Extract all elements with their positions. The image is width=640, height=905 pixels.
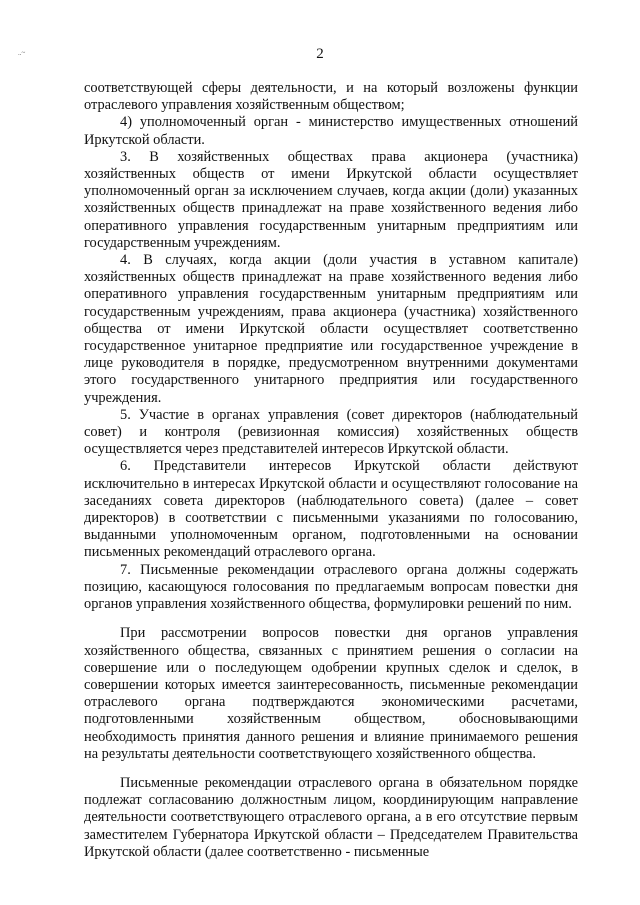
paragraph-7-part-2: При рассмотрении вопросов повестки дня органов управления хозяйственного общества, связанных с принятием решения о согласии на совершение или о последующем одобрении крупных сделок и сделок, в совершении которых имеется заинтересованность, письменные рекомендации отраслевого органа подтверждаются экономическими расчетами, подготовленными хозяйственным обществом, обосновывающими необходимость принятия данного решения и влияние принимаемого решения на результаты деятельности соответствующего хозяйственного общества. xyxy=(84,625,578,762)
paragraph-7: 7. Письменные рекомендации отраслевого органа должны содержать позицию, касающуюся голосования по предлагаемым вопросам повестки дня органов управления хозяйственного общества, формулировки решений по ним. xyxy=(84,561,578,613)
paragraph-3: 3. В хозяйственных обществах права акционера (участника) хозяйственных обществ от имени Иркутской области осуществляет уполномоченный орган за исключением случаев, когда акции (доли) указанных хозяйственных обществ принадлежат на праве хозяйственного ведения либо оперативного управления государственным унитарным предприятиям или государственным учреждениям. xyxy=(84,148,578,251)
paragraph-5: 5. Участие в органах управления (совет директоров (наблюдательный совет) и контроля (ревизионная комиссия) хозяйственных обществ осуществляется через представителей интересов Иркутской области. xyxy=(84,406,578,458)
paragraph-7-part-3: Письменные рекомендации отраслевого органа в обязательном порядке подлежат согласованию должностным лицом, координирующим направление деятельности соответствующего отраслевого органа, а в его отсутствие первым заместителем Губернатора Иркутской области – Председателем Правительства Иркутской области (далее соответственно - письменные xyxy=(84,774,578,860)
document-body xyxy=(84,80,578,861)
corner-mark: ..~ xyxy=(18,49,26,57)
paragraph-item-4: 4) уполномоченный орган - министерство имущественных отношений Иркутской области. xyxy=(84,114,578,148)
paragraph-continuation: соответствующей сферы деятельности, и на который возложены функции отраслевого управления хозяйственным обществом; xyxy=(84,80,578,114)
page-number: 2 xyxy=(316,46,324,62)
paragraph-6: 6. Представители интересов Иркутской области действуют исключительно в интересах Иркутской области и осуществляют голосование на заседаниях совета директоров (наблюдательного совета) (далее – совет директоров) в соответствии с письменными указаниями по голосованию, выданными уполномоченным органом, подготовленными на основании письменных рекомендаций отраслевого органа. xyxy=(84,458,578,561)
paragraph-4: 4. В случаях, когда акции (доли участия в уставном капитале) хозяйственных обществ принадлежат на праве хозяйственного ведения либо оперативного управления государственным унитарным предприятиям или государственным учреждениям, права акционера (участника) хозяйственного общества от имени Иркутской области осуществляет соответственно государственное унитарное предприятие или государственное учреждение в лице руководителя в порядке, предусмотренном внутренними документами этого государственного унитарного предприятия или государственного учреждения. xyxy=(84,252,578,406)
